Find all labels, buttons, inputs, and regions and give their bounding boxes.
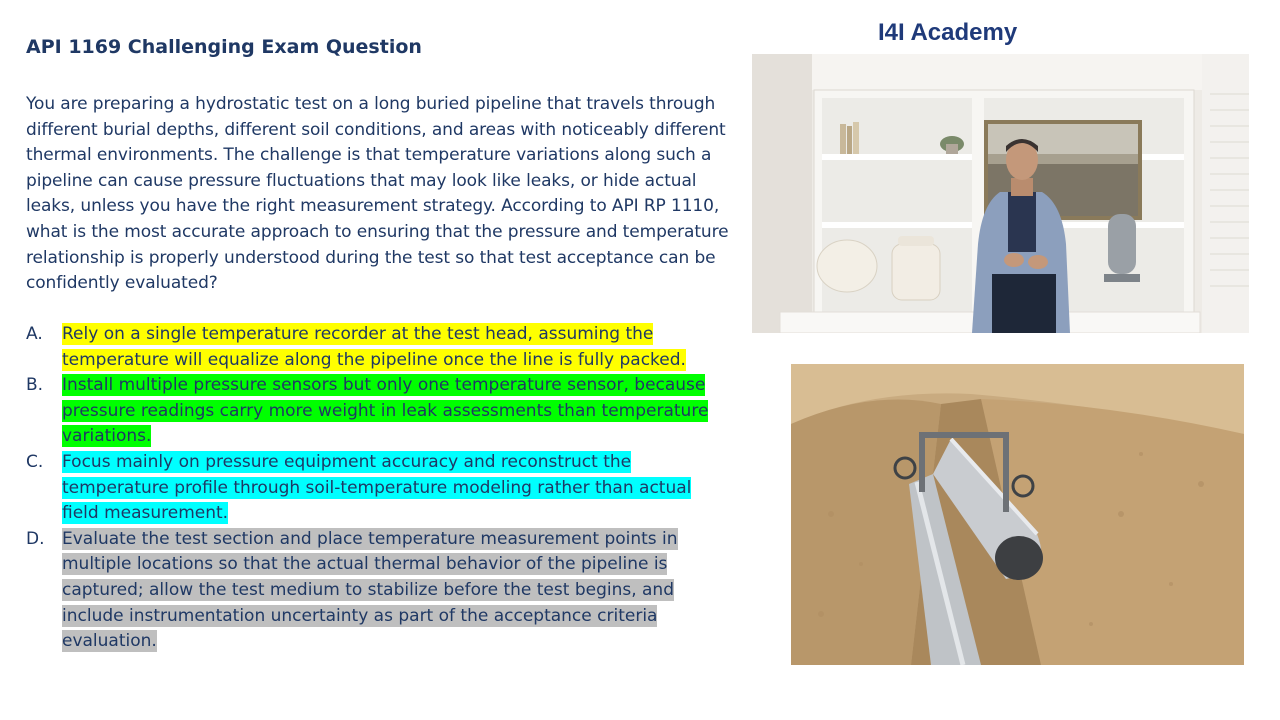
- question-text: You are preparing a hydrostatic test on a long buried pipeline that travels through different burial depths, different soil conditions, and areas with noticeably different thermal environments. The challenge is that temperature variations along such a pipeline can cause pressure fluctuations that may look like leaks, or hide actual leaks, unless you have the right measurement strategy. According to API RP 1110, what is the most accurate approach to ensuring that the pressure and temperature relationship is properly understood during the test so that test acceptance can be confidently evaluated?: [26, 94, 729, 294]
- trench-image: [791, 364, 1244, 665]
- option-b: [26, 373, 726, 450]
- presenter-scene-image: [752, 54, 1249, 333]
- option-a-letter: A.: [26, 324, 43, 344]
- option-c-text: Focus mainly on pressure equipment accuracy and reconstruct the temperature profile through soil-temperature modeling rather than actual field measurement.: [62, 451, 692, 524]
- presenter-video: [752, 54, 1249, 333]
- brand-logo-text: I4I Academy: [878, 19, 1018, 46]
- option-a: [26, 322, 726, 373]
- answer-options: [26, 322, 726, 655]
- option-c: [26, 450, 726, 527]
- option-d-letter: D.: [26, 528, 45, 549]
- pipeline-trench-photo: [791, 364, 1244, 665]
- option-d-text: Evaluate the test section and place temperature measurement points in multiple locations so that the actual thermal behavior of the pipeline is captured; allow the test medium to stabilize before the test begins, and include instrumentation uncertainty as part of the acceptance criteria evaluation.: [62, 528, 678, 652]
- option-d: [26, 527, 726, 655]
- option-a-text: Rely on a single temperature recorder at the test head, assuming the temperature will equalize along the pipeline once the line is fully packed.: [62, 324, 686, 370]
- option-c-letter: C.: [26, 451, 44, 472]
- page-title: API 1169 Challenging Exam Question: [26, 36, 422, 58]
- option-b-letter: B.: [26, 375, 44, 396]
- option-b-text: Install multiple pressure sensors but only one temperature sensor, because pressure readings carry more weight in leak assessments than temperature variations.: [62, 375, 709, 447]
